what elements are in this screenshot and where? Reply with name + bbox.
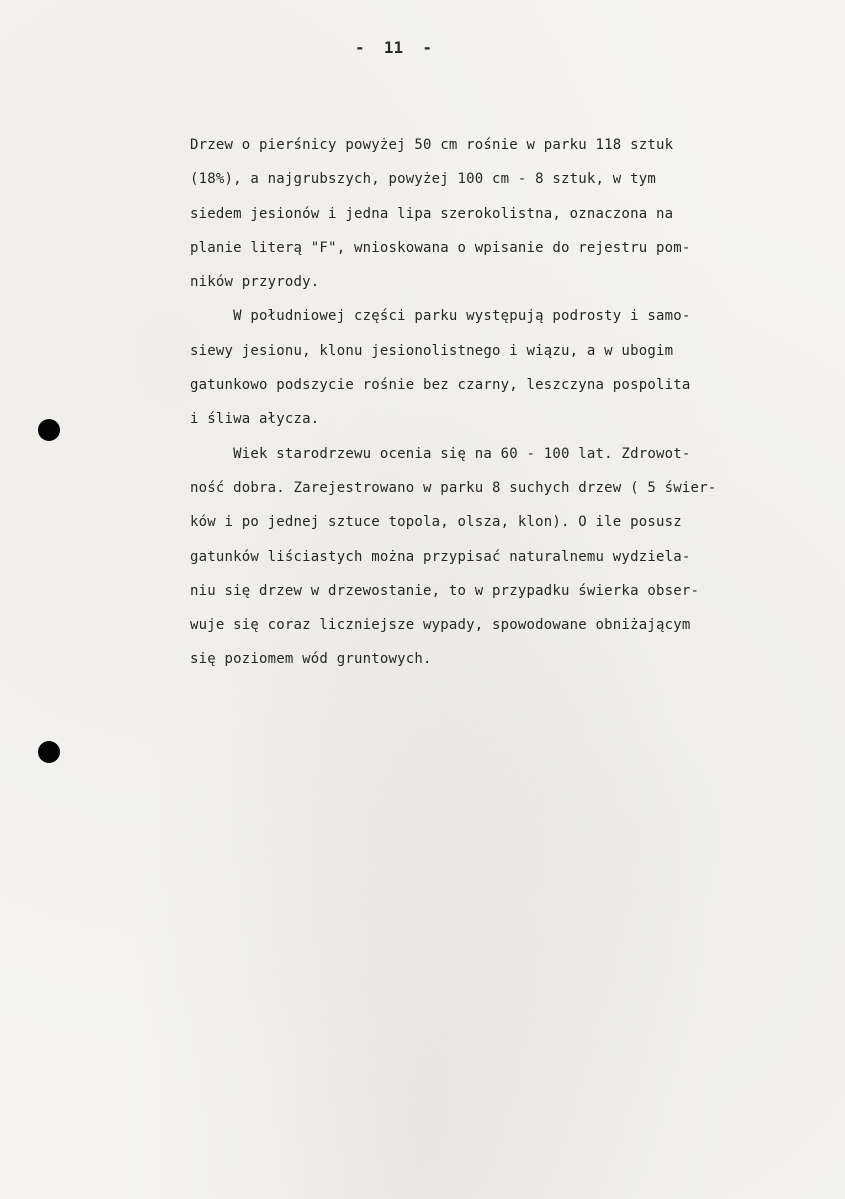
punch-hole <box>38 419 60 441</box>
text-line: gatunkowo podszycie rośnie bez czarny, leszczyna pospolita <box>190 377 691 394</box>
text-line: (18%), a najgrubszych, powyżej 100 cm - 8 sztuk, w tym <box>190 171 656 188</box>
text-line: gatunków liściastych można przypisać naturalnemu wydziela- <box>190 548 691 565</box>
body-text <box>190 128 810 677</box>
text-line: się poziomem wód gruntowych. <box>190 651 432 668</box>
text-line: Wiek starodrzewu ocenia się na 60 - 100 lat. Zdrowot- <box>190 445 691 462</box>
text-line: W południowej części parku występują podrosty i samo- <box>190 308 691 325</box>
text-line: Drzew o pierśnicy powyżej 50 cm rośnie w parku 118 sztuk <box>190 137 674 153</box>
text-line: siedem jesionów i jedna lipa szerokolistna, oznaczona na <box>190 205 674 222</box>
punch-hole <box>38 741 60 763</box>
text-line: wuje się coraz liczniejsze wypady, spowodowane obniżającym <box>190 617 691 634</box>
text-line: niu się drzew w drzewostanie, to w przypadku świerka obser- <box>190 582 700 599</box>
text-line: i śliwa ałycza. <box>190 411 320 428</box>
text-line: siewy jesionu, klonu jesionolistnego i wiązu, a w ubogim <box>190 342 674 359</box>
text-line: planie literą "F", wnioskowana o wpisanie do rejestru pom- <box>190 239 691 256</box>
text-line: ność dobra. Zarejestrowano w parku 8 suchych drzew ( 5 świer- <box>190 479 717 496</box>
text-line: ków i po jednej sztuce topola, olsza, klon). O ile posusz <box>190 514 682 531</box>
text-line: ników przyrody. <box>190 274 320 291</box>
page-number: - 11 - <box>355 38 433 57</box>
